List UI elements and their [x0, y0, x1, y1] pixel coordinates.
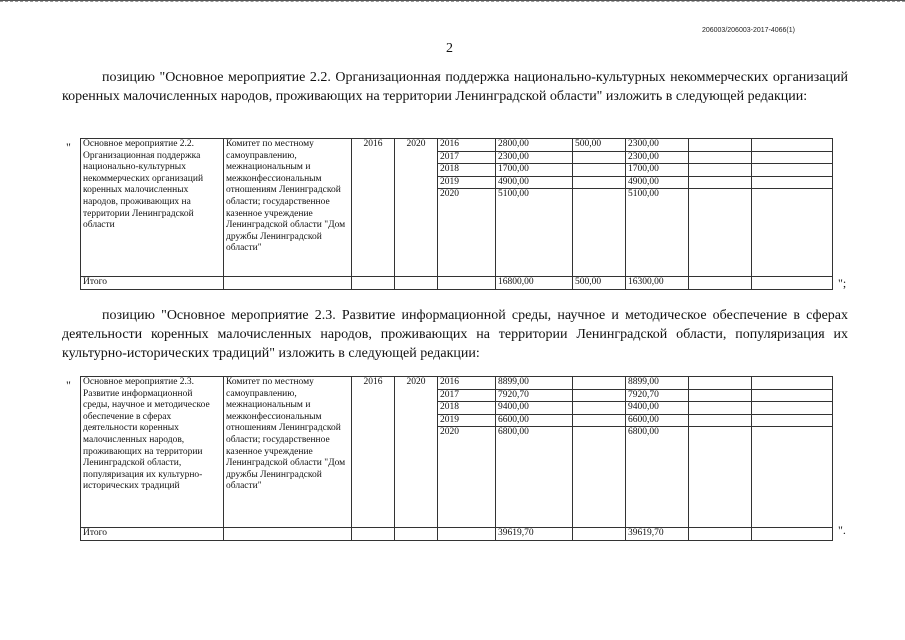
- total-cell: 6800,00: [496, 427, 573, 528]
- regional-cell: 1700,00: [626, 164, 689, 177]
- table-row: [81, 139, 833, 152]
- empty-cell: [689, 189, 752, 277]
- itogo-label: Итого: [81, 277, 224, 290]
- start-year-cell: 2016: [352, 139, 395, 277]
- federal-cell: [573, 189, 626, 277]
- end-year-cell: 2020: [395, 377, 438, 528]
- empty-cell: [752, 189, 833, 277]
- empty-cell: [224, 528, 352, 541]
- total-cell: 9400,00: [496, 402, 573, 415]
- table1-open-quote: ": [66, 140, 71, 154]
- total-cell: 6600,00: [496, 414, 573, 427]
- empty-cell: [752, 151, 833, 164]
- empty-cell: [689, 377, 752, 390]
- itogo-total: 39619,70: [496, 528, 573, 541]
- empty-cell: [224, 277, 352, 290]
- empty-cell: [438, 277, 496, 290]
- itogo-label: Итого: [81, 528, 224, 541]
- year-cell: 2017: [438, 389, 496, 402]
- total-cell: 1700,00: [496, 164, 573, 177]
- empty-cell: [689, 389, 752, 402]
- empty-cell: [752, 277, 833, 290]
- table2-close-quote: ".: [838, 523, 846, 537]
- federal-cell: 500,00: [573, 139, 626, 152]
- table2-open-quote: ": [66, 378, 71, 392]
- table-measure-2-2: [80, 138, 833, 290]
- empty-cell: [689, 176, 752, 189]
- empty-cell: [689, 414, 752, 427]
- year-cell: 2016: [438, 139, 496, 152]
- end-year-cell: 2020: [395, 139, 438, 277]
- page-number: 2: [446, 41, 453, 56]
- empty-cell: [689, 151, 752, 164]
- empty-cell: [752, 528, 833, 541]
- empty-cell: [352, 528, 395, 541]
- total-cell: 2800,00: [496, 139, 573, 152]
- year-cell: 2018: [438, 164, 496, 177]
- empty-cell: [689, 164, 752, 177]
- scan-top-border: [0, 0, 905, 2]
- year-cell: 2017: [438, 151, 496, 164]
- year-cell: 2019: [438, 414, 496, 427]
- federal-cell: [573, 176, 626, 189]
- itogo-regional: 16300,00: [626, 277, 689, 290]
- regional-cell: 6600,00: [626, 414, 689, 427]
- empty-cell: [689, 427, 752, 528]
- empty-cell: [689, 528, 752, 541]
- executor-cell: Комитет по местному самоуправлению, межнациональным и межконфессиональным отношениям Ленинградской области; государственное казенное учреждение Ленинградской области "Дом дружбы Ленинградской области": [224, 139, 352, 277]
- regional-cell: 4900,00: [626, 176, 689, 189]
- total-cell: 2300,00: [496, 151, 573, 164]
- itogo-federal: [573, 528, 626, 541]
- itogo-total: 16800,00: [496, 277, 573, 290]
- empty-cell: [689, 402, 752, 415]
- regional-cell: 6800,00: [626, 427, 689, 528]
- empty-cell: [752, 164, 833, 177]
- total-cell: 8899,00: [496, 377, 573, 390]
- table1-close-quote: ";: [838, 276, 847, 290]
- empty-cell: [752, 427, 833, 528]
- year-cell: 2020: [438, 189, 496, 277]
- year-cell: 2016: [438, 377, 496, 390]
- regional-cell: 2300,00: [626, 151, 689, 164]
- regional-cell: 9400,00: [626, 402, 689, 415]
- paragraph-position-2-2: позицию "Основное мероприятие 2.2. Организационная поддержка национально-культурных некоммерческих организаций коренных малочисленных народов, проживающих на территории Ленинградской области" изложить в следующей редакции:: [62, 70, 848, 104]
- measure-name-cell: Основное мероприятие 2.2. Организационная поддержка национально-культурных некоммерческих организаций коренных малочисленных народов, проживающих на территории Ленинградской области: [81, 139, 224, 277]
- regional-cell: 5100,00: [626, 189, 689, 277]
- empty-cell: [752, 389, 833, 402]
- empty-cell: [752, 176, 833, 189]
- regional-cell: 2300,00: [626, 139, 689, 152]
- empty-cell: [352, 277, 395, 290]
- total-cell: 5100,00: [496, 189, 573, 277]
- document-id: 206003/206003-2017-4066(1): [701, 27, 795, 34]
- year-cell: 2020: [438, 427, 496, 528]
- measure-name-cell: Основное мероприятие 2.3. Развитие информационной среды, научное и методическое обеспечение в сферах деятельности коренных малочисленных народов, проживающих на территории Ленинградской области, популяризация их культурно-исторических традиций: [81, 377, 224, 528]
- empty-cell: [689, 139, 752, 152]
- regional-cell: 7920,70: [626, 389, 689, 402]
- federal-cell: [573, 377, 626, 390]
- total-cell: 4900,00: [496, 176, 573, 189]
- empty-cell: [395, 277, 438, 290]
- empty-cell: [395, 528, 438, 541]
- federal-cell: [573, 164, 626, 177]
- table-measure-2-3: [80, 376, 833, 541]
- year-cell: 2019: [438, 176, 496, 189]
- total-cell: 7920,70: [496, 389, 573, 402]
- empty-cell: [752, 139, 833, 152]
- empty-cell: [752, 377, 833, 390]
- federal-cell: [573, 402, 626, 415]
- itogo-regional: 39619,70: [626, 528, 689, 541]
- table-total-row: [81, 528, 833, 541]
- start-year-cell: 2016: [352, 377, 395, 528]
- empty-cell: [438, 528, 496, 541]
- federal-cell: [573, 389, 626, 402]
- federal-cell: [573, 427, 626, 528]
- empty-cell: [752, 414, 833, 427]
- empty-cell: [689, 277, 752, 290]
- paragraph-position-2-3: позицию "Основное мероприятие 2.3. Развитие информационной среды, научное и методическое обеспечение в сферах деятельности коренных малочисленных народов, проживающих на территории Ленинградской области, популяризация их культурно-исторических традиций" изложить в следующей редакции:: [62, 308, 848, 361]
- table-total-row: [81, 277, 833, 290]
- federal-cell: [573, 414, 626, 427]
- regional-cell: 8899,00: [626, 377, 689, 390]
- empty-cell: [752, 402, 833, 415]
- year-cell: 2018: [438, 402, 496, 415]
- table-row: [81, 377, 833, 390]
- executor-cell: Комитет по местному самоуправлению, межнациональным и межконфессиональным отношениям Ленинградской области; государственное казенное учреждение Ленинградской области "Дом дружбы Ленинградской области": [224, 377, 352, 528]
- federal-cell: [573, 151, 626, 164]
- itogo-federal: 500,00: [573, 277, 626, 290]
